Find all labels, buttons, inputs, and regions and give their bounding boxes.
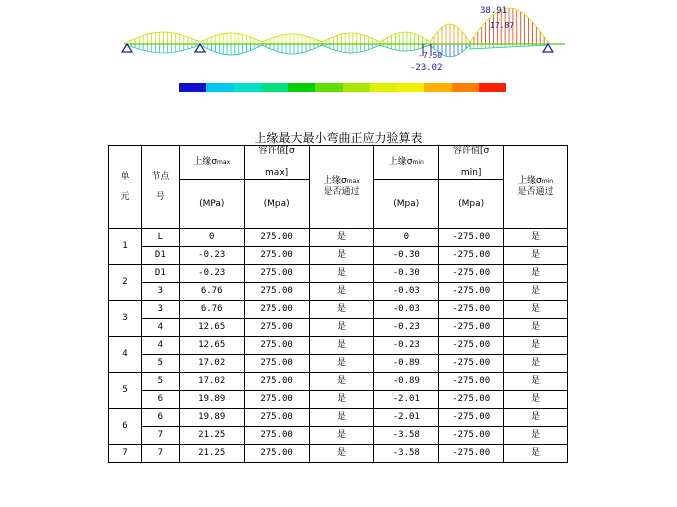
pass-max-cell: 是 xyxy=(309,229,374,247)
smax-cell: -0.23 xyxy=(179,247,244,265)
table-row xyxy=(109,427,568,445)
smax-cell: 19.89 xyxy=(179,409,244,427)
table-row xyxy=(109,283,568,301)
smax-cell: 17.02 xyxy=(179,373,244,391)
smax-cell: 21.25 xyxy=(179,427,244,445)
stress-diagram xyxy=(110,0,570,75)
smax-cell: 12.65 xyxy=(179,337,244,355)
unit-cell: 2 xyxy=(109,265,142,301)
pass-max-cell: 是 xyxy=(309,265,374,283)
smin-cell: -3.58 xyxy=(374,445,439,463)
allow-max-cell: 275.00 xyxy=(244,301,309,319)
allow-min-cell: -275.00 xyxy=(439,337,504,355)
node-cell: 7 xyxy=(141,427,179,445)
legend-swatch xyxy=(479,83,506,92)
allow-min-cell: -275.00 xyxy=(439,355,504,373)
node-cell: 5 xyxy=(141,355,179,373)
allow-min-cell: -275.00 xyxy=(439,409,504,427)
pass-min-cell: 是 xyxy=(504,355,568,373)
value-label: 17.87 xyxy=(490,21,515,30)
legend-swatch xyxy=(452,83,479,92)
legend-swatch xyxy=(206,83,233,92)
legend-swatch xyxy=(315,83,342,92)
header-smax: 上缘σmax xyxy=(179,146,244,180)
allow-min-cell: -275.00 xyxy=(439,373,504,391)
pass-max-cell: 是 xyxy=(309,427,374,445)
pass-min-cell: 是 xyxy=(504,445,568,463)
table-row xyxy=(109,229,568,247)
allow-max-cell: 275.00 xyxy=(244,247,309,265)
allow-max-cell: 275.00 xyxy=(244,283,309,301)
color-legend xyxy=(179,83,506,92)
smin-cell: -0.30 xyxy=(374,265,439,283)
legend-swatch xyxy=(370,83,397,92)
smin-cell: -0.23 xyxy=(374,337,439,355)
pass-max-cell: 是 xyxy=(309,409,374,427)
pass-min-cell: 是 xyxy=(504,301,568,319)
allow-min-cell: -275.00 xyxy=(439,283,504,301)
allow-max-cell: 275.00 xyxy=(244,427,309,445)
header-unit: 单 元 xyxy=(109,146,142,229)
pass-max-cell: 是 xyxy=(309,337,374,355)
unit-cell: 6 xyxy=(109,409,142,445)
smax-cell: 17.02 xyxy=(179,355,244,373)
unit-cell: 3 xyxy=(109,301,142,337)
allow-max-cell: 275.00 xyxy=(244,265,309,283)
allow-max-cell: 275.00 xyxy=(244,373,309,391)
allow-min-cell: -275.00 xyxy=(439,265,504,283)
allow-min-cell: -275.00 xyxy=(439,319,504,337)
node-cell: D1 xyxy=(141,247,179,265)
table-row xyxy=(109,445,568,463)
allow-min-cell: -275.00 xyxy=(439,301,504,319)
legend-swatch xyxy=(288,83,315,92)
pass-min-cell: 是 xyxy=(504,427,568,445)
stress-check-table xyxy=(108,145,568,463)
legend-swatch xyxy=(179,83,206,92)
table-row xyxy=(109,391,568,409)
allow-min-cell: -275.00 xyxy=(439,445,504,463)
pass-min-cell: 是 xyxy=(504,247,568,265)
allow-max-cell: 275.00 xyxy=(244,355,309,373)
pass-min-cell: 是 xyxy=(504,409,568,427)
smin-cell: -2.01 xyxy=(374,391,439,409)
pass-min-cell: 是 xyxy=(504,283,568,301)
allow-max-cell: 275.00 xyxy=(244,229,309,247)
smax-cell: 21.25 xyxy=(179,445,244,463)
allow-max-cell: 275.00 xyxy=(244,391,309,409)
smin-cell: -0.23 xyxy=(374,319,439,337)
header-allow-min: 容许值[σ min] xyxy=(439,146,504,180)
pass-min-cell: 是 xyxy=(504,265,568,283)
table-row xyxy=(109,301,568,319)
pass-max-cell: 是 xyxy=(309,319,374,337)
pass-max-cell: 是 xyxy=(309,445,374,463)
pass-min-cell: 是 xyxy=(504,391,568,409)
header-pass-min: 上缘σmin 是否通过 xyxy=(504,146,568,229)
header-unit-mpa: (Mpa) xyxy=(439,180,504,229)
header-unit-mpa: (Mpa) xyxy=(244,180,309,229)
table-row xyxy=(109,355,568,373)
smin-cell: -0.03 xyxy=(374,301,439,319)
unit-cell: 5 xyxy=(109,373,142,409)
table-row xyxy=(109,265,568,283)
allow-max-cell: 275.00 xyxy=(244,337,309,355)
legend-swatch xyxy=(397,83,424,92)
table-row xyxy=(109,409,568,427)
allow-max-cell: 275.00 xyxy=(244,319,309,337)
allow-min-cell: -275.00 xyxy=(439,229,504,247)
pass-max-cell: 是 xyxy=(309,283,374,301)
allow-max-cell: 275.00 xyxy=(244,445,309,463)
smax-cell: 6.76 xyxy=(179,283,244,301)
pass-min-cell: 是 xyxy=(504,337,568,355)
header-allow-max: 容许值[σ max] xyxy=(244,146,309,180)
smin-cell: 0 xyxy=(374,229,439,247)
header-smin: 上缘σmin xyxy=(374,146,439,180)
smax-cell: 6.76 xyxy=(179,301,244,319)
pass-min-cell: 是 xyxy=(504,319,568,337)
legend-swatch xyxy=(343,83,370,92)
table-row xyxy=(109,373,568,391)
table-title: 上缘最大最小弯曲正应力验算表 xyxy=(254,131,423,145)
header-pass-max: 上缘σmax 是否通过 xyxy=(309,146,374,229)
node-cell: 7 xyxy=(141,445,179,463)
smin-cell: -0.89 xyxy=(374,373,439,391)
header-node: 节点 号 xyxy=(141,146,179,229)
smax-cell: 19.89 xyxy=(179,391,244,409)
smin-cell: -3.58 xyxy=(374,427,439,445)
smin-cell: -0.30 xyxy=(374,247,439,265)
unit-cell: 1 xyxy=(109,229,142,265)
smin-cell: -2.01 xyxy=(374,409,439,427)
table-row xyxy=(109,337,568,355)
pass-max-cell: 是 xyxy=(309,301,374,319)
smax-cell: -0.23 xyxy=(179,265,244,283)
header-unit-mpa: (MPa) xyxy=(179,180,244,229)
node-cell: 6 xyxy=(141,391,179,409)
allow-min-cell: -275.00 xyxy=(439,427,504,445)
legend-swatch xyxy=(261,83,288,92)
max-label: 38.91 xyxy=(480,6,508,16)
smax-cell: 12.65 xyxy=(179,319,244,337)
pass-max-cell: 是 xyxy=(309,373,374,391)
value-label: -7.50 xyxy=(418,51,443,60)
node-cell: L xyxy=(141,229,179,247)
node-cell: 3 xyxy=(141,283,179,301)
node-cell: 5 xyxy=(141,373,179,391)
allow-min-cell: -275.00 xyxy=(439,247,504,265)
node-cell: D1 xyxy=(141,265,179,283)
allow-max-cell: 275.00 xyxy=(244,409,309,427)
node-cell: 4 xyxy=(141,337,179,355)
legend-swatch xyxy=(424,83,451,92)
pass-min-cell: 是 xyxy=(504,373,568,391)
pass-max-cell: 是 xyxy=(309,247,374,265)
header-unit-mpa: (Mpa) xyxy=(374,180,439,229)
pass-min-cell: 是 xyxy=(504,229,568,247)
table-row xyxy=(109,247,568,265)
smin-cell: -0.89 xyxy=(374,355,439,373)
node-cell: 4 xyxy=(141,319,179,337)
smin-cell: -0.03 xyxy=(374,283,439,301)
table-row xyxy=(109,319,568,337)
smax-cell: 0 xyxy=(179,229,244,247)
unit-cell: 7 xyxy=(109,445,142,463)
node-cell: 3 xyxy=(141,301,179,319)
allow-min-cell: -275.00 xyxy=(439,391,504,409)
node-cell: 6 xyxy=(141,409,179,427)
pass-max-cell: 是 xyxy=(309,355,374,373)
legend-swatch xyxy=(234,83,261,92)
unit-cell: 4 xyxy=(109,337,142,373)
min-label: -23.02 xyxy=(410,63,443,73)
pass-max-cell: 是 xyxy=(309,391,374,409)
